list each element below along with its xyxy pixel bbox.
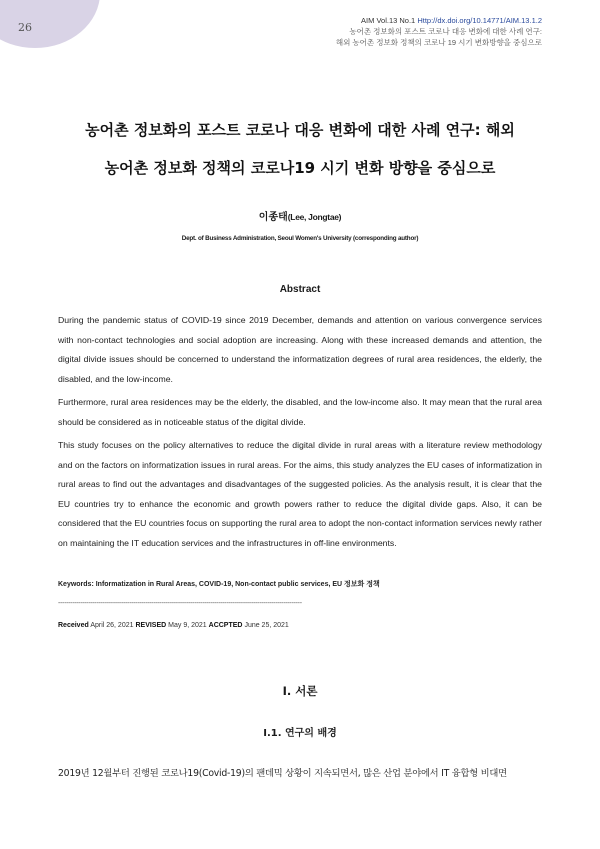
- abstract-paragraph-1: During the pandemic status of COVID-19 since 2019 December, demands and attention on various convergence services with non-contact technologies and social adoption are increasing. Along with these increased demands and attention, the digital divide issues should be concerned to understand the informatization degrees of rural area residences, the elderly, the disabled, and the low-income.: [58, 315, 542, 384]
- author-affiliation: Dept. of Business Administration, Seoul Women's University (corresponding author): [181, 235, 419, 242]
- body-text-first-line: 2019년 12월부터 진행된 코로나19(Covid-19)의 팬데믹 상황이 지속되면서, 많은 산업 분야에서 IT 융합형 비대면: [58, 768, 507, 779]
- section-heading: I. 서론: [282, 684, 318, 698]
- accepted-date: June 25, 2021: [244, 622, 289, 629]
- corner-decoration: [0, 0, 100, 48]
- accepted-label: ACCPTED: [208, 622, 243, 629]
- revised-label: REVISED: [135, 622, 167, 629]
- abstract-paragraph-2: Furthermore, rural area residences may be the elderly, the disabled, and the low-income also. It may mean that the rural area should be considered as in noticeable status of the digital divide.: [58, 397, 542, 427]
- doi-link[interactable]: Http://dx.doi.org/10.14771/AIM.13.1.2: [417, 16, 542, 25]
- subsection-heading: I.1. 연구의 배경: [263, 728, 337, 739]
- abstract-heading: Abstract: [279, 284, 321, 295]
- abstract-paragraph-3: This study focuses on the policy alternatives to reduce the digital divide in rural areas with a literature review methodology and on the factors on informatization issues in rural areas. For the aims, this study analyzes the EU cases of informatization in rural areas to find out the advantages and disadvantages of the suggested policies. As the analysis result, it is clear that the EU countries try to enhance the economic and growth powers rather to reduce the digital divide gaps. Also, it can be considered that the EU countries focus on supporting the rural area to adopt the non-contact information services newly rather on maintaining the IT education services and the infrastructures in off-line environments.: [58, 440, 542, 548]
- paper-title-line1: 농어촌 정보화의 포스트 코로나 대응 변화에 대한 사례 연구: 해외: [85, 121, 515, 139]
- received-label: Received: [58, 622, 89, 629]
- keywords: Keywords: Informatization in Rural Areas, COVID-19, Non-contact public services, EU 정보화 정책: [58, 581, 380, 588]
- author-name-en: (Lee, Jongtae): [287, 212, 342, 222]
- received-date: April 26, 2021: [90, 622, 134, 629]
- running-title-line2: 해외 농어촌 정보화 정책의 코로나 19 시기 변화방향을 중심으로: [335, 38, 542, 47]
- running-title-line1: 농어촌 정보화의 포스트 코로나 대응 변화에 대한 사례 연구:: [349, 27, 542, 36]
- running-header: [336, 15, 542, 48]
- journal-volume: AIM Vol.13 No.1: [361, 16, 416, 25]
- paper-title-line2: 농어촌 정보화 정책의 코로나19 시기 변화 방향을 중심으로: [104, 159, 496, 177]
- revised-date: May 9, 2021: [168, 622, 207, 629]
- submission-dates: [58, 622, 289, 629]
- author: [0, 208, 600, 223]
- page-number: 26: [18, 21, 32, 34]
- journal-citation: [336, 15, 542, 26]
- divider-line: ------------------------------------------------------------------------------------------------------------------------: [58, 600, 302, 607]
- author-name-ko: 이종태: [258, 212, 288, 223]
